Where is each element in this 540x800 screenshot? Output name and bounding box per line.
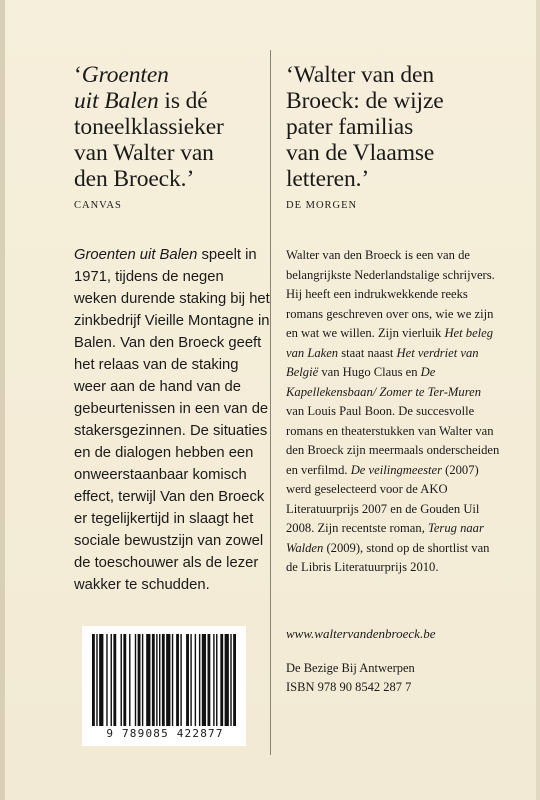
bio-text-5: (2007) werd geselecteerd voor de AKO Literatuurprijs 2007 en de Gouden Uil 2008. Zijn recentste roman, bbox=[286, 462, 480, 535]
left-quote-line-5: den Broeck.’ bbox=[74, 166, 195, 192]
barcode-bar bbox=[225, 634, 229, 726]
barcode-bar bbox=[159, 634, 160, 726]
publisher-name: De Bezige Bij Antwerpen bbox=[286, 661, 415, 675]
barcode-bar bbox=[123, 634, 126, 726]
barcode-bar bbox=[121, 634, 122, 726]
right-quote-line-3: pater familias bbox=[286, 114, 414, 140]
barcode-bar bbox=[195, 634, 196, 726]
barcode-bars bbox=[92, 634, 236, 726]
barcode-bar bbox=[186, 634, 189, 726]
barcode-bar bbox=[111, 634, 112, 726]
right-column bbox=[286, 62, 500, 574]
barcode-bar bbox=[190, 634, 191, 726]
barcode-bar bbox=[96, 634, 97, 726]
bio-text-2: staat naast bbox=[338, 345, 397, 360]
left-quote bbox=[74, 62, 262, 192]
barcode-bar bbox=[156, 634, 157, 726]
barcode-bar bbox=[213, 634, 214, 726]
barcode-bar bbox=[220, 634, 223, 726]
barcode-bar bbox=[135, 634, 136, 726]
right-quote-line-2: Broeck: de wijze bbox=[286, 88, 444, 114]
barcode-bar bbox=[176, 634, 179, 726]
barcode-bar bbox=[152, 634, 155, 726]
barcode-bar bbox=[180, 634, 181, 726]
right-quote-line-4: van de Vlaamse bbox=[286, 140, 435, 166]
right-quote-line-5: letteren.’ bbox=[286, 166, 370, 192]
author-bio bbox=[286, 246, 500, 578]
barcode-digits: 9 789085 422877 bbox=[106, 727, 224, 740]
bio-title-4: De veilingmeester bbox=[350, 462, 442, 477]
column-divider bbox=[270, 50, 271, 755]
left-quote-line-4: van Walter van bbox=[74, 140, 214, 166]
bio-title-2: Het verdriet van België bbox=[286, 345, 479, 379]
left-quote-line-1: ‘Groenten bbox=[74, 62, 169, 88]
barcode-bar bbox=[99, 634, 103, 726]
barcode-bar bbox=[202, 634, 206, 726]
left-quote-source: CANVAS bbox=[74, 200, 122, 211]
barcode-bar bbox=[166, 634, 170, 726]
barcode-bar bbox=[230, 634, 231, 726]
barcode-bar bbox=[92, 634, 95, 726]
left-quote-line-2: uit Balen is dé bbox=[74, 88, 208, 114]
right-quote-source: DE MORGEN bbox=[286, 200, 358, 211]
publisher-info bbox=[286, 659, 415, 697]
left-body-rest: speelt in 1971, tijdens de negen weken durende staking bij het zinkbedrijf Vieille Montagne in Balen. Van den Broeck geeft het relaas van de staking weer aan de hand van de gebeurtenissen in een van de stakersgezinnen. De situaties en de dialogen hebben een onweerstaanbaar komisch effect, terwijl Van den Broeck er tegelijkertijd in slaagt het sociale bewustzijn van zowel de toeschouwer als de lezer wakker te schudden. bbox=[74, 247, 270, 593]
left-column bbox=[74, 62, 270, 593]
barcode-bar bbox=[142, 634, 143, 726]
barcode-bar bbox=[162, 634, 165, 726]
bio-title-5: Terug naar Walden bbox=[286, 521, 484, 555]
left-body-text bbox=[74, 244, 270, 596]
bio-text-4: van Louis Paul Boon. De succesvolle romans en theaterstukken van Walter van den Broeck zijn meermaals onderscheiden en verfilmd. bbox=[286, 404, 500, 477]
bio-text-1: Walter van den Broeck is een van de belangrijkste Nederlandstalige schrijvers. Hij heeft een indrukwekkende reeks romans geschreven over ons, wie we zijn en wat we willen. Zijn vierluik bbox=[286, 248, 495, 340]
barcode-bar bbox=[129, 634, 130, 726]
barcode-bar bbox=[172, 634, 173, 726]
barcode-bar bbox=[113, 634, 116, 726]
left-quote-line-3: toneelklassieker bbox=[74, 114, 224, 140]
cover-right-edge bbox=[536, 0, 540, 800]
barcode-bar bbox=[216, 634, 217, 726]
barcode-bar bbox=[207, 634, 210, 726]
cover-left-edge bbox=[0, 0, 5, 800]
author-website[interactable]: www.waltervandenbroeck.be bbox=[286, 626, 436, 641]
barcode-bar bbox=[233, 634, 236, 726]
isbn: ISBN 978 90 8542 287 7 bbox=[286, 680, 412, 694]
bio-text-3: van Hugo Claus en bbox=[318, 365, 421, 379]
bio-text-6: (2009), stond op de shortlist van de Libris Literatuurprijs 2010. bbox=[286, 540, 490, 574]
bio-title-3: De Kapellekensbaan/ Zomer te Ter-Muren bbox=[286, 365, 482, 399]
barcode-bar bbox=[199, 634, 200, 726]
barcode-bar bbox=[146, 634, 150, 726]
right-quote-line-1: ‘Walter van den bbox=[286, 62, 434, 88]
left-body-title: Groenten uit Balen bbox=[74, 247, 198, 263]
right-quote bbox=[286, 62, 500, 192]
barcode-bar bbox=[138, 634, 141, 726]
barcode bbox=[82, 626, 246, 746]
barcode-bar bbox=[106, 634, 107, 726]
bio-title-1: Het beleg van Laken bbox=[286, 326, 494, 360]
